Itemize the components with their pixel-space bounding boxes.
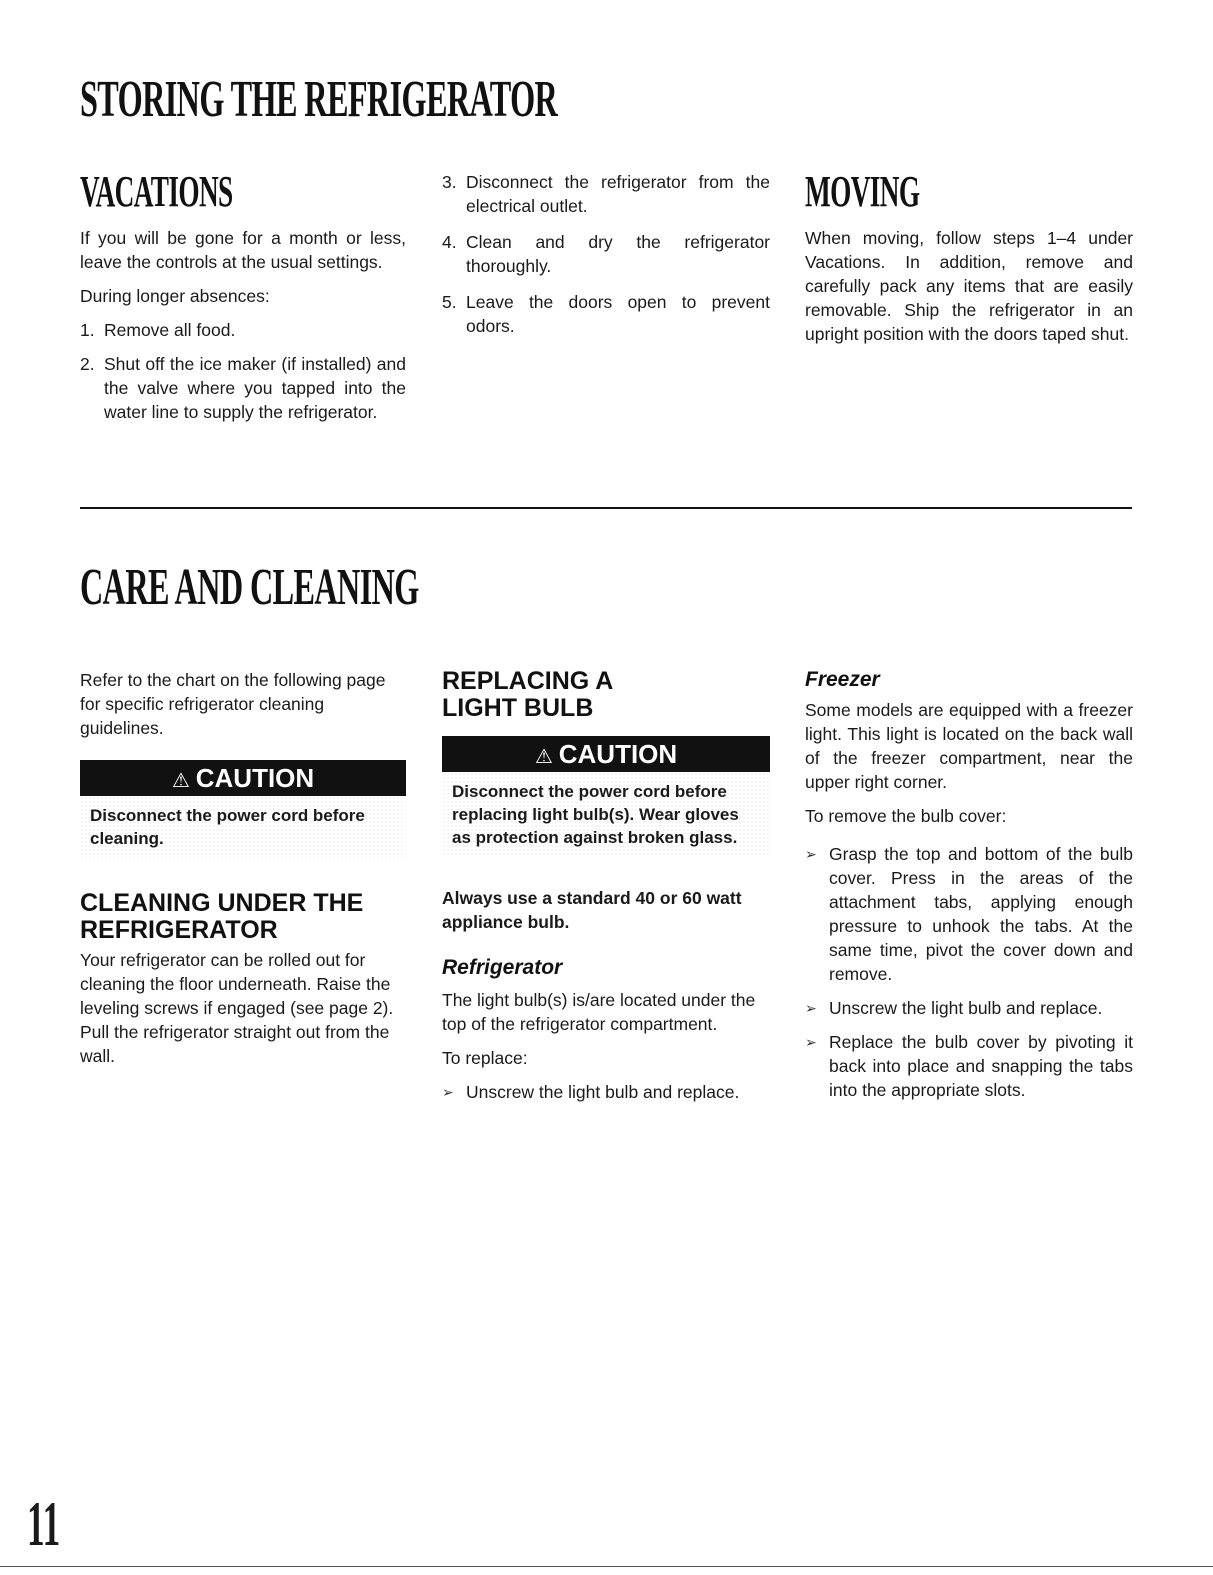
caution-message: Disconnect the power cord before cleaning. (80, 796, 406, 858)
page-title-storing: STORING THE REFRIGERATOR (80, 71, 558, 128)
list-text: Unscrew the light bulb and replace. (829, 998, 1103, 1018)
arrow-bullet-icon: ➢ (805, 846, 817, 862)
list-item (442, 290, 770, 338)
bulb-wattage-note: Always use a standard 40 or 60 watt appliance bulb. (442, 888, 742, 932)
replacing-bulb-heading: REPLACING A LIGHT BULB (442, 667, 613, 722)
list-text: Clean and dry the refrigerator thoroughly. (466, 232, 770, 276)
footer-rule (0, 1566, 1213, 1567)
list-item (80, 352, 406, 424)
vacations-column-2 (442, 170, 770, 348)
caution-banner (442, 736, 770, 772)
list-text: Remove all food. (104, 320, 236, 340)
vacations-column-1 (80, 168, 406, 434)
care-column-1 (80, 668, 406, 1078)
cleaning-under-heading: CLEANING UNDER THE REFRIGERATOR (80, 889, 364, 944)
vacations-longer-absences: During longer absences: (80, 286, 270, 306)
list-item (805, 1030, 1133, 1102)
to-replace-label: To replace: (442, 1048, 528, 1068)
list-item (805, 842, 1133, 986)
caution-label: CAUTION (195, 763, 315, 793)
caution-label: CAUTION (558, 739, 678, 769)
list-item (442, 170, 770, 218)
list-text: Replace the bulb cover by pivoting it back into place and snapping the tabs into the appropriate slots. (829, 1032, 1133, 1100)
moving-text: When moving, follow steps 1–4 under Vacations. In addition, remove and carefully pack any items that are easily removable. Ship the refrigerator in an upright position with the doors taped shut. (805, 228, 1133, 344)
list-item (805, 996, 1133, 1020)
vacations-intro: If you will be gone for a month or less, leave the controls at the usual settings. (80, 228, 406, 272)
care-column-2 (442, 668, 770, 1114)
care-intro: Refer to the chart on the following page for specific refrigerator cleaning guidelines. (80, 670, 386, 738)
to-remove-label: To remove the bulb cover: (805, 806, 1007, 826)
caution-message: Disconnect the power cord before replacing light bulb(s). Wear gloves as protection against broken glass. (442, 772, 770, 856)
warning-triangle-icon: ⚠ (534, 746, 553, 768)
section-divider (80, 507, 1132, 509)
list-item (442, 230, 770, 278)
list-text: Grasp the top and bottom of the bulb cover. Press in the areas of the attachment tabs, applying enough pressure to unhook the tabs. At the same time, pivot the cover down and remove. (829, 844, 1133, 984)
warning-triangle-icon: ⚠ (171, 770, 190, 792)
moving-heading: MOVING (805, 167, 920, 216)
freezer-subheading: Freezer (805, 668, 880, 691)
cleaning-under-text: Your refrigerator can be rolled out for cleaning the floor underneath. Raise the leveling screws if engaged (see page 2). Pull the refrigerator straight out from the wall. (80, 950, 394, 1066)
arrow-bullet-icon: ➢ (442, 1084, 454, 1100)
list-item (80, 318, 406, 342)
list-text: Leave the doors open to prevent odors. (466, 292, 770, 336)
care-column-3 (805, 668, 1133, 1112)
list-item (442, 1080, 770, 1104)
refrigerator-subheading: Refrigerator (442, 956, 563, 979)
page-title-care: CARE AND CLEANING (80, 559, 419, 616)
freezer-bulb-text: Some models are equipped with a freezer light. This light is located on the back wall of the freezer compartment, near the upper right corner. (805, 700, 1133, 792)
caution-banner (80, 760, 406, 796)
list-number: 2. (80, 354, 95, 374)
list-number: 3. (442, 172, 457, 192)
page-number: 11 (27, 1488, 61, 1559)
moving-column (805, 168, 1133, 356)
arrow-bullet-icon: ➢ (805, 1034, 817, 1050)
arrow-bullet-icon: ➢ (805, 1000, 817, 1016)
vacations-heading: VACATIONS (80, 167, 233, 216)
refrigerator-bulb-text: The light bulb(s) is/are located under the top of the refrigerator compartment. (442, 990, 756, 1034)
list-text: Disconnect the refrigerator from the electrical outlet. (466, 172, 770, 216)
list-number: 4. (442, 232, 457, 252)
list-number: 1. (80, 320, 95, 340)
list-text: Shut off the ice maker (if installed) and the valve where you tapped into the water line to supply the refrigerator. (104, 354, 406, 422)
list-number: 5. (442, 292, 457, 312)
list-text: Unscrew the light bulb and replace. (466, 1082, 740, 1102)
